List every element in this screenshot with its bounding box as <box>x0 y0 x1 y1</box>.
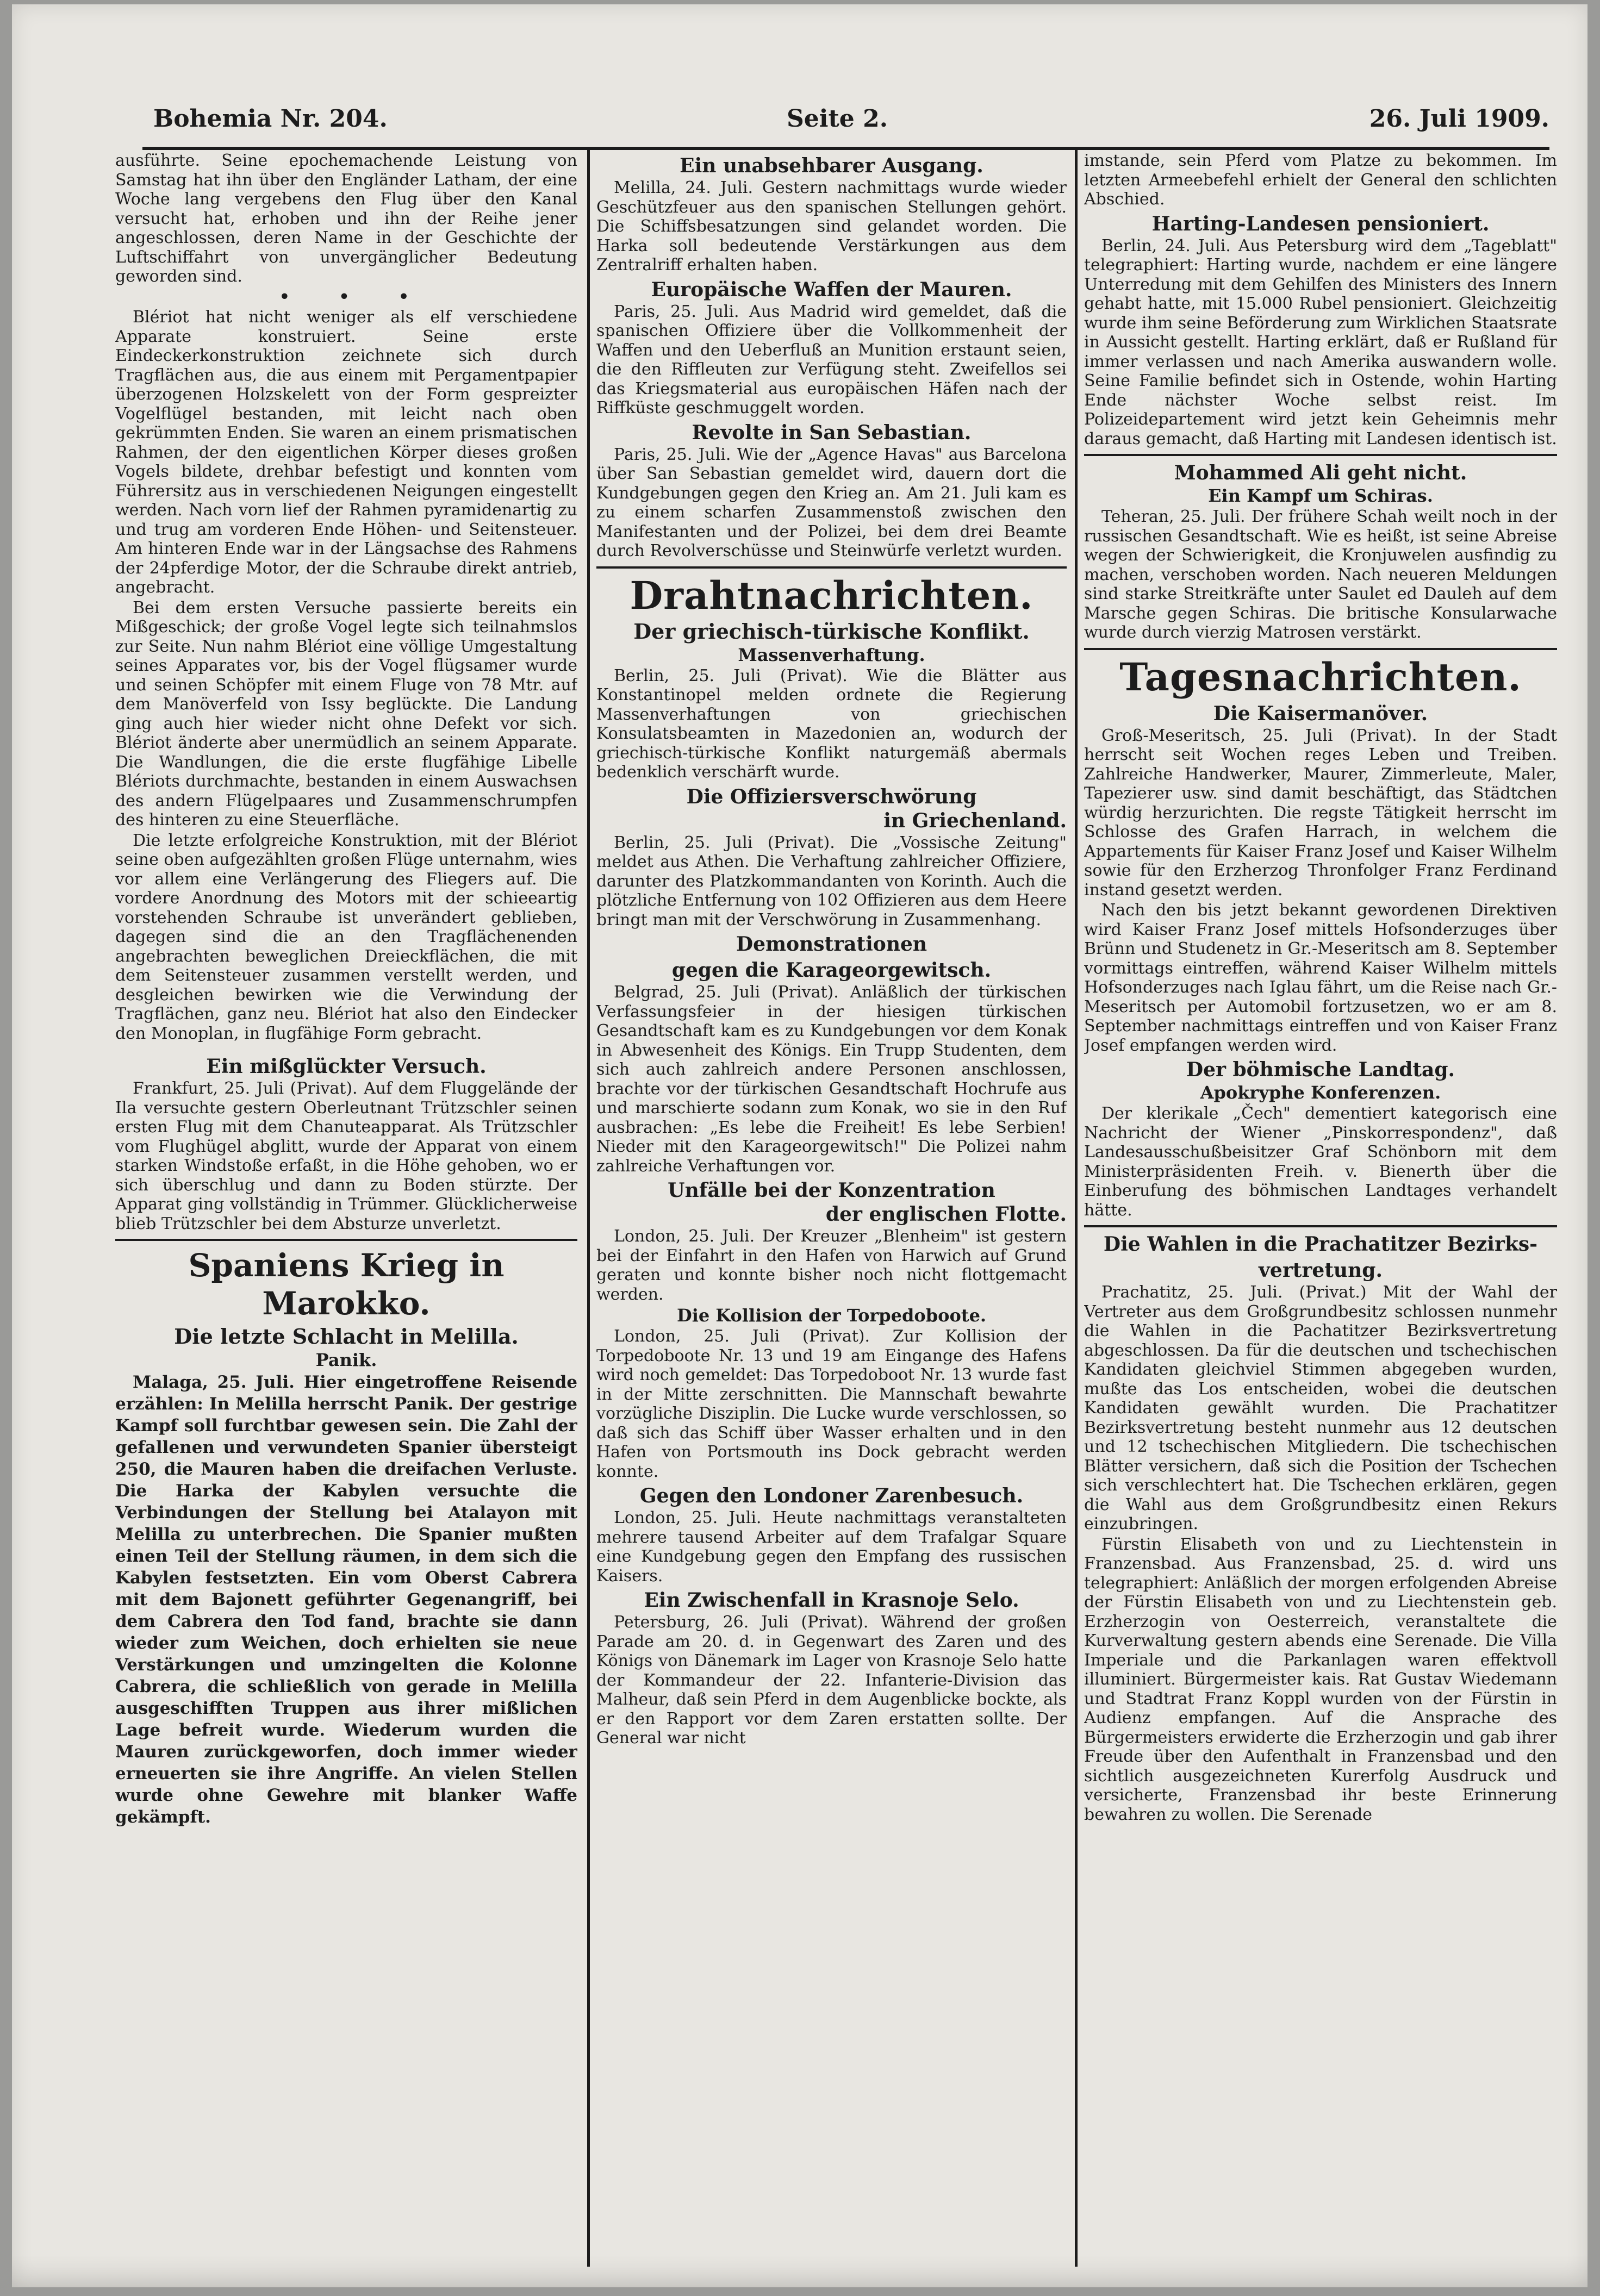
article-paragraph: Berlin, 25. Juli (Privat). Wie die Blätter aus Konstantinopel melden ordnete die Regierung Massenverhaftungen von griechischen Konsulatsbeamten in Mazedonien an, wodurch der griechisch-türkische Konflikt naturgemäß abermals bedenklich verschärft wurde. <box>596 666 1067 782</box>
headline-kaiser: Die Kaisermanöver. <box>1213 702 1428 725</box>
section-rule <box>596 566 1067 569</box>
headline-waffen: Europäische Waffen der Mauren. <box>651 278 1012 301</box>
article-paragraph: London, 25. Juli (Privat). Zur Kollision der Torpedoboote Nr. 13 und 19 am Eingange des Hafens wird noch gemeldet: Das Torpedoboot Nr. 13 wurde fast in der Mitte zerschnitten. Die Mannschaft bewahrte vorzügliche Disziplin. Die Lucke wurde verschlossen, so daß sich das Schiff über Wasser erhalten und in den Hafen von Portsmouth ins Dock gebracht werden konnte. <box>596 1327 1067 1481</box>
headline-panik: Panik. <box>315 1350 377 1370</box>
article-paragraph: Belgrad, 25. Juli (Privat). Anläßlich der türkischen Verfassungsfeier in der hiesigen türkischen Gesandtschaft kam es zu Kundgebungen vor dem Konak in Abwesenheit des Königs. Ein Trupp Studenten, dem sich auch zahlreich andere Personen anschlossen, brachte vor der türkischen Gesandtschaft Hochrufe aus und marschierte sodann zum Konak, wo sie in den Ruf ausbrachen: „Es lebe die Freiheit! Es lebe Serbien! Nieder mit den Karageorgewitsch!" Die Polizei nahm zahlreiche Verhaftungen vor. <box>596 983 1067 1176</box>
headline-wahlen-2: vertretung. <box>1259 1259 1383 1282</box>
headline-massen: Massenverhaftung. <box>738 644 925 665</box>
article-continuation: imstande, sein Pferd vom Platze zu bekommen. Im letzten Armeebefehl erhielt der General den schlichten Abschied. <box>1084 151 1557 209</box>
headline-revolte: Revolte in San Sebastian. <box>692 421 972 444</box>
article-paragraph: Blériot hat nicht weniger als elf verschiedene Apparate konstruiert. Seine erste Eindeckerkonstruktion zeichnete sich durch Tragflächen aus, die aus einem mit Pergamentpapier überzogenen Holzskelett von der Form gespreizter Vogelflügel bestanden, mit leicht nach oben gekrümmten Enden. Sie waren an einem prismatischen Rahmen, der den eigentlichen Körper dieses großen Vogels bildete, drehbar befestigt und konnten vom Führersitz aus in verschiedenen Neigungen eingestellt werden. Nach vorn lief der Rahmen pyramidenartig zu und trug am vorderen Ende Höhen- und Seitensteuer. Am hinteren Ende war in der Längsachse des Rahmens der 24pferdige Motor, der die Schraube direkt antrieb, angebracht. <box>115 308 577 597</box>
article-paragraph: Berlin, 25. Juli (Privat). Die „Vossische Zeitung" meldet aus Athen. Die Verhaftung zahlreicher Offiziere, darunter des Platzkommandanten von Korinth. Auch die plötzliche Entfernung von 102 Offizieren aus dem Heere bringt man mit der Verschwörung in Zusammenhang. <box>596 833 1067 929</box>
page-header <box>142 105 1549 143</box>
headline-schiras: Ein Kampf um Schiras. <box>1208 485 1433 506</box>
headline-selo: Ein Zwischenfall in Krasnoje Selo. <box>644 1589 1019 1612</box>
headline-versuch: Ein mißglückter Versuch. <box>206 1055 487 1078</box>
section-dots: • • • <box>279 287 431 307</box>
headline-drahtnachrichten: Drahtnachrichten. <box>630 572 1034 618</box>
article-paragraph: Groß-Meseritsch, 25. Juli (Privat). In der Stadt herrscht seit Wochen reges Leben und Treiben. Zahlreiche Handwerker, Maurer, Zimmerleute, Maler, Tapezierer usw. sind damit beschäftigt, das Städtchen würdig herzurichten. Die regste Tätigkeit herrscht im Schlosse des Grafen Harrach, in welchem die Appartements für Kaiser Franz Josef und Kaiser Wilhelm sowie für den Erzherzog Thronfolger Franz Ferdinand instand gesetzt werden. <box>1084 726 1557 900</box>
article-paragraph: Der klerikale „Čech" dementiert kategorisch eine Nachricht der Wiener „Pinskorrespondenz", daß Landesausschußbeisitzer Graf Schönborn mit dem Ministerpräsidenten Freih. v. Bienerth über die Einberufung des böhmischen Landtages verhandelt hätte. <box>1084 1104 1557 1220</box>
headline-kollision: Die Kollision der Torpedoboote. <box>676 1305 987 1326</box>
headline-tagesnachrichten: Tagesnachrichten. <box>1119 654 1522 700</box>
headline-harting: Harting-Landesen pensioniert. <box>1151 212 1490 235</box>
page-shadow <box>12 2255 1587 2287</box>
headline-unfall-2: der englischen Flotte. <box>825 1203 1067 1226</box>
article-paragraph: London, 25. Juli. Der Kreuzer „Blenheim" ist gestern bei der Einfahrt in den Hafen von Harwich auf Grund geraten und konnte bisher noch nicht flottgemacht werden. <box>596 1227 1067 1304</box>
column-divider-1 <box>587 147 590 2267</box>
article-paragraph: Melilla, 24. Juli. Gestern nachmittags wurde wieder Geschützfeuer aus den spanischen Stellungen gehört. Die Schiffsbesatzungen sind gelandet worden. Die Harka soll bedeutende Verstärkungen aus dem Zentralriff erhalten haben. <box>596 178 1067 274</box>
column-1 <box>115 151 577 2260</box>
headline-ausgang: Ein unabsehbarer Ausgang. <box>680 154 983 177</box>
section-rule <box>1084 454 1557 456</box>
headline-mohammed: Mohammed Ali geht nicht. <box>1174 461 1467 484</box>
article-paragraph: Die letzte erfolgreiche Konstruktion, mit der Blériot seine oben aufgezählten großen Flüge unternahm, wies vor allem eine Verlängerung des Fliegers auf. Die vordere Anordnung des Motors mit der schieeartig vorstehenden Schraube ist unverändert geblieben, dagegen sind die an den Tragflächenenden angebrachten beweglichen Dreieckflächen, die mit dem Seitensteuer zusammen verstellt werden, und desgleichen bewirken wie die Verwindung der Tragflächen, ganz neu. Blériot hat also den Eindecker den Monoplan, in flugfähige Form gebracht. <box>115 831 577 1043</box>
article-paragraph-bold: Malaga, 25. Juli. Hier eingetroffene Reisende erzählen: In Melilla herrscht Panik. Der gestrige Kampf soll furchtbar gewesen sein. Die Zahl der gefallenen und verwundeten Spanier übersteigt 250, die Mauren haben die dreifachen Verluste. Die Harka der Kabylen versuchte die Verbindungen der Stellung bei Atalayon mit Melilla zu unterbrechen. Die Spanier mußten einen Teil der Stellung räumen, in dem sich die Kabylen festsetzten. Ein vom Oberst Cabrera mit dem Bajonett geführter Gegenangriff, bei dem Cabrera den Tod fand, brachte sie dann wieder zum Weichen, doch erhielten sie neue Verstärkungen und umzingelten die Kolonne Cabrera, die schließlich von gerade in Melilla ausgeschifften Truppen aus ihrer mißlichen Lage befreit wurde. Wiederum wurden die Mauren zurückgeworfen, doch immer wieder erneuerten sie ihre Angriffe. An vielen Stellen wurde ohne Gewehre mit blanker Waffe gekämpft. <box>115 1372 577 1827</box>
section-rule <box>1084 1225 1557 1227</box>
header-page-number: Seite 2. <box>787 105 888 133</box>
headline-offiziers-2: in Griechenland. <box>883 809 1067 832</box>
section-rule <box>115 1239 577 1241</box>
headline-unfall-1: Unfälle bei der Konzentration <box>668 1179 995 1202</box>
column-2 <box>596 151 1067 2260</box>
headline-offiziers-1: Die Offiziersverschwörung <box>686 785 977 808</box>
article-paragraph: Teheran, 25. Juli. Der frühere Schah weilt noch in der russischen Gesandtschaft. Wie es heißt, ist seine Abreise wegen der Schwierigkeit, die Kronjuwelen ausfindig zu machen, verschoben worden. Nach neueren Meldungen sind starke Streitkräfte unter Saulet ed Dauleh auf dem Marsche gegen Schiras. Die britische Konsularwache wurde durch vierzig Matrosen verstärkt. <box>1084 507 1557 642</box>
article-paragraph: Frankfurt, 25. Juli (Privat). Auf dem Fluggelände der Ila versuchte gestern Oberleutnant Trützschler seinen ersten Flug mit dem Chanuteapparat. Als Trützschler vom Flughügel abglitt, wurde der Apparat von einem starken Windstoße erfaßt, in die Höhe gehoben, wo er sich überschlug und dann zu Boden stürzte. Der Apparat ging vollständig in Trümmer. Glücklicherweise blieb Trützschler bei dem Absturze unverletzt. <box>115 1079 577 1233</box>
article-paragraph: Prachatitz, 25. Juli. (Privat.) Mit der Wahl der Vertreter aus dem Großgrundbesitz schlossen nunmehr die Wahlen in die Pachatitzer Bezirksvertretung abgeschlossen. Da für die deutschen und tschechischen Kandidaten gleichviel Stimmen abgegeben wurden, mußte das Los entscheiden, wobei die deutschen Kandidaten gewählt wurden. Die Prachatitzer Bezirksvertretung besteht nunmehr aus 12 deutschen und 12 tschechischen Mitgliedern. Die tschechischen Blätter versichern, daß sich die Position der Tschechen sich verschlechtert hat. Die Tschechen erklären, gegen die Wahl aus dem Großgrundbesitz einen Rekurs einzubringen. <box>1084 1283 1557 1533</box>
headline-konflikt: Der griechisch-türkische Konflikt. <box>633 619 1030 644</box>
article-paragraph: Paris, 25. Juli. Aus Madrid wird gemeldet, daß die spanischen Offiziere über die Vollkommenheit der Waffen und den Ueberfluß an Munition erstaunt seien, die den Riffleuten zur Verfügung steht. Zweifellos sei das Kriegsmaterial aus europäischen Häfen nach der Riffküste geschmuggelt worden. <box>596 302 1067 417</box>
article-continuation: ausführte. Seine epochemachende Leistung von Samstag hat ihn über den Engländer Latham, der eine Woche lang vergebens den Flug über den Kanal versucht hat, erhoben und ihn der Reihe jener angeschlossen, deren Name in der Geschichte der Luftschiffahrt von unvergänglicher Bedeutung geworden sind. <box>115 151 577 286</box>
headline-schlacht: Die letzte Schlacht in Melilla. <box>174 1324 519 1349</box>
column-3 <box>1084 151 1557 2260</box>
article-paragraph: Petersburg, 26. Juli (Privat). Während der großen Parade am 20. d. in Gegenwart des Zaren und des Königs von Dänemark im Lager von Krasnoje Selo hatte der Kommandeur der 22. Infanterie-Division das Malheur, daß sein Pferd in dem Augenblicke bockte, als er den Rapport vor dem Zaren erstatten sollte. Der General war nicht <box>596 1613 1067 1748</box>
article-paragraph: Paris, 25. Juli. Wie der „Agence Havas" aus Barcelona über San Sebastian gemeldet wird, dauern dort die Kundgebungen gegen den Krieg an. Am 21. Juli kam es zu einem scharfen Zusammenstoß zwischen den Manifestanten und der Polizei, bei dem drei Beamte durch Revolverschüsse und Steinwürfe verletzt wurden. <box>596 445 1067 560</box>
article-paragraph: Fürstin Elisabeth von und zu Liechtenstein in Franzensbad. Aus Franzensbad, 25. d. wird uns telegraphiert: Anläßlich der morgen erfolgenden Abreise der Fürstin Elisabeth von und zu Liechtenstein geb. Erzherzogin von Oesterreich, veranstaltete die Kurverwaltung gestern abends eine Serenade. Die Villa Imperiale und die Parkanlagen waren effektvoll illuminiert. Bürgermeister kais. Rat Gustav Wiedemann und Stadtrat Franz Koppl wurden von der Fürstin in Audienz empfangen. Auf die Ansprache des Bürgermeisters erwiderte die Erzherzogin und gab ihrer Freude über den Aufenthalt in Franzensbad und den sichtlich ausgezeichneten Kurerfolg Ausdruck und versicherte, Franzensbad ihr beste Erinnerung bewahren zu wollen. Die Serenade <box>1084 1534 1557 1824</box>
column-divider-2 <box>1075 147 1078 2267</box>
section-rule <box>1084 648 1557 650</box>
headline-spanien: Spaniens Krieg in Marokko. <box>188 1247 505 1322</box>
article-paragraph: Nach den bis jetzt bekannt gewordenen Direktiven wird Kaiser Franz Josef mittels Hofsonderzuges über Brünn und Studenetz in Gr.-Meseritsch am 8. September vormittags eintreffen, während Kaiser Wilhelm mittels Hofsonderzuges nach Iglau fährt, um die Reise nach Gr.-Meseritsch per Automobil fortzusetzen, wo er am 8. September nachmittags eintreffen und von Kaiser Franz Josef empfangen werden wird. <box>1084 901 1557 1055</box>
newspaper-page <box>12 4 1587 2287</box>
headline-wahlen-1: Die Wahlen in die Prachatitzer Bezirks- <box>1103 1233 1538 1256</box>
headline-apokryph: Apokryphe Konferenzen. <box>1200 1082 1441 1103</box>
header-issue: Bohemia Nr. 204. <box>153 105 388 133</box>
header-rule <box>142 147 1549 150</box>
headline-demo-1: Demonstrationen <box>736 933 927 956</box>
headline-zaren: Gegen den Londoner Zarenbesuch. <box>639 1484 1024 1507</box>
headline-demo-2: gegen die Karageorgewitsch. <box>671 959 992 982</box>
headline-landtag: Der böhmische Landtag. <box>1186 1058 1455 1081</box>
article-paragraph: London, 25. Juli. Heute nachmittags veranstalteten mehrere tausend Arbeiter auf dem Trafalgar Square eine Kundgebung gegen den Empfang des russischen Kaisers. <box>596 1508 1067 1586</box>
header-date: 26. Juli 1909. <box>1369 105 1549 133</box>
article-paragraph: Bei dem ersten Versuche passierte bereits ein Mißgeschick; der große Vogel legte sich teilnahmslos zur Seite. Nun nahm Blériot eine völlige Umgestaltung seines Apparates vor, bis der Vogel flügsamer wurde und seinen Schöpfer mit einem Fluge von 78 Mtr. auf dem Manöverfeld von Issy beglückte. Die Landung ging auch hier wieder nicht ohne Defekt vor sich. Blériot änderte aber unermüdlich an seinem Apparate. Die Wandlungen, die die erste flugfähige Libelle Blériots durchmachte, bestanden in einem Auswachsen des andern Flügelpaares und Zusammenschrumpfen des hinteren zu eine Steuerfläche. <box>115 598 577 829</box>
article-paragraph: Berlin, 24. Juli. Aus Petersburg wird dem „Tageblatt" telegraphiert: Harting wurde, nachdem er eine längere Unterredung mit dem Gehilfen des Ministers des Innern gehabt hatte, mit 15.000 Rubel pensioniert. Gleichzeitig wurde ihm seine Beförderung zum Wirklichen Staatsrate in Aussicht gestellt. Harting erklärt, daß er Rußland für immer verlassen und nach Amerika auswandern wolle. Seine Familie befindet sich in Ostende, wohin Harting Ende nächster Woche selbst reist. Im Polizeidepartement wird jetzt kein Geheimnis mehr daraus gemacht, daß Harting mit Landesen identisch ist. <box>1084 236 1557 448</box>
